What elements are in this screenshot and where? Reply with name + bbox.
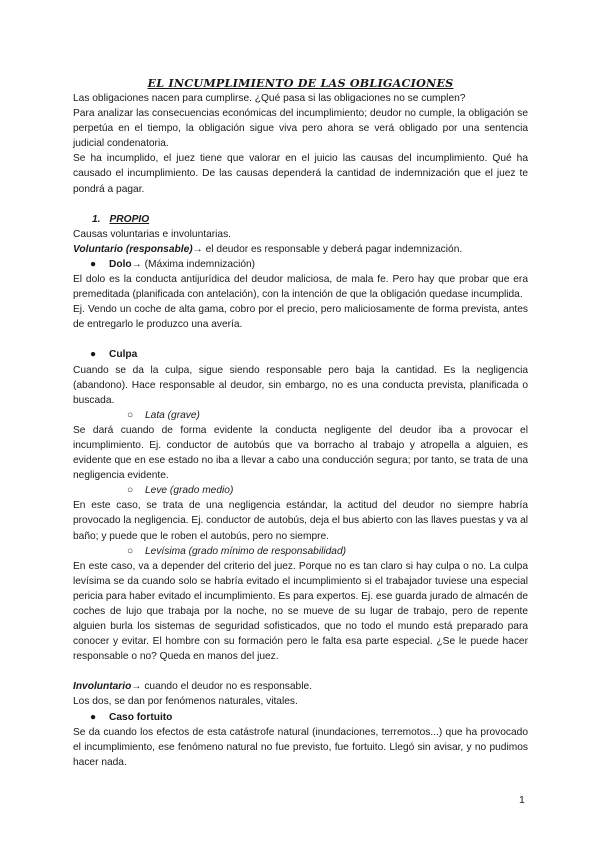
involuntario-label: Involuntario	[73, 681, 132, 693]
section-number: 1.	[92, 213, 101, 225]
intro-paragraph-1: Las obligaciones nacen para cumplirse. ¿Qué pasa si las obligaciones no se cumplen?	[73, 93, 466, 104]
section-heading	[73, 212, 528, 227]
levisima-subitem	[73, 544, 528, 559]
causes-line: Causas voluntarias e involuntarias.	[73, 228, 231, 240]
intro-paragraph-3: Se ha incumplido, el juez tiene que valorar en el juicio las causas del incumplimiento. Qué ha causado el incumplimiento. De las causas dependerá la cantidad de indemnización que el juez te pondrá a pagar.	[73, 153, 528, 195]
page-title: EL INCUMPLIMIENTO DE LAS OBLIGACIONES	[147, 76, 454, 90]
dolo-bullet	[73, 257, 528, 272]
leve-text: En este caso, se trata de una negligencia estándar, la actitud del deudor no siempre habría provocado la negligencia. Ej. conductor de autobús, deja el bus abierto con las llaves puestas y va al baño; y puede que le roben el autobús, pero no siempre.	[73, 500, 528, 542]
page-number: 1	[519, 794, 525, 806]
dolo-label: Dolo	[109, 258, 132, 270]
caso-fortuito-text: Se da cuando los efectos de esta catástrofe natural (inundaciones, terremotos...) que ha provocado el incumplimiento, ese fenómeno natural no fue previsto, fue fortuito. Llegó sin avisar, y no pudimos hacer nada.	[73, 726, 528, 768]
involuntario-text: → cuando el deudor no es responsable.	[131, 681, 312, 693]
caso-fortuito-label: Caso fortuito	[109, 711, 173, 723]
dolo-text: El dolo es la conducta antijurídica del deudor maliciosa, de mala fe. Pero hay que probar que era premeditada (planificada con antelación), con la intención de que la obligación quedase incumplida.	[73, 274, 528, 301]
circle-bullet-icon: ○	[127, 545, 134, 557]
involuntario-line	[73, 679, 528, 694]
levisima-label: Levísima (grado mínimo de responsabilidad)	[145, 545, 347, 557]
culpa-text: Cuando se da la culpa, sigue siendo responsable pero baja la cantidad. Es la negligencia (abandono). Hace responsable al deudor, sin embargo, no es una conducta prevista, planificada o buscada.	[73, 364, 528, 406]
leve-subitem	[73, 483, 528, 498]
leve-label: Leve (grado medio)	[145, 485, 234, 497]
bullet-icon: ●	[90, 258, 97, 270]
section-label: PROPIO	[109, 213, 150, 225]
circle-bullet-icon: ○	[127, 409, 134, 421]
lata-subitem	[73, 408, 528, 423]
involuntario-desc: Los dos, se dan por fenómenos naturales, vitales.	[73, 696, 298, 708]
intro-paragraph-2: Para analizar las consecuencias económicas del incumplimiento; deudor no cumple, la obligación se perpetúa en el tiempo, la obligación sigue viva pero ahora se verá obligado por una sentencia judicial condenatoria.	[73, 108, 528, 150]
dolo-rest: → (Máxima indemnización)	[131, 258, 256, 270]
bullet-icon: ●	[90, 349, 97, 361]
document-body	[73, 76, 528, 770]
voluntario-label: Voluntario (responsable)	[73, 243, 193, 255]
lata-label: Lata (grave)	[145, 409, 200, 421]
levisima-text: En este caso, va a depender del criterio del juez. Porque no es tan claro si hay culpa o no. La culpa levísima se da cuando solo se habría evitado el incumplimiento si el trabajador tuviese una especial pericia para haber evitado el incumplimiento. Es para expertos. Ej. ese guarda jurado de almacén de coches de lujo que trabaja por la noche, no se mueve de su lugar de trabajo, pero de repente alguien burla los sistemas de seguridad sofisticados, que no todo el mundo está preparado para conocer y evitar. El hombre con su formación pero le falta esa parte especial. ¿Se le puede hacer responsable o no? Queda en manos del juez.	[73, 560, 528, 663]
caso-fortuito-bullet	[73, 710, 528, 725]
culpa-label: Culpa	[109, 349, 138, 361]
bullet-icon: ●	[90, 711, 97, 723]
voluntario-line	[73, 242, 528, 257]
voluntario-text: → el deudor es responsable y deberá pagar indemnización.	[192, 243, 463, 255]
circle-bullet-icon: ○	[127, 485, 134, 497]
culpa-bullet	[73, 347, 528, 362]
dolo-example: Ej. Vendo un coche de alta gama, cobro por el precio, pero maliciosamente de forma prevista, antes de entregarlo le produzco una avería.	[73, 304, 528, 331]
lata-text: Se dará cuando de forma evidente la conducta negligente del deudor iba a provocar el incumplimiento. Ej. conductor de autobús que va borracho al trabajo y atropella a alguien, es evidente que en ese estado no iba a llevar a cabo una conducción segura; por tanto, se trata de una negligencia evidente.	[73, 424, 528, 482]
